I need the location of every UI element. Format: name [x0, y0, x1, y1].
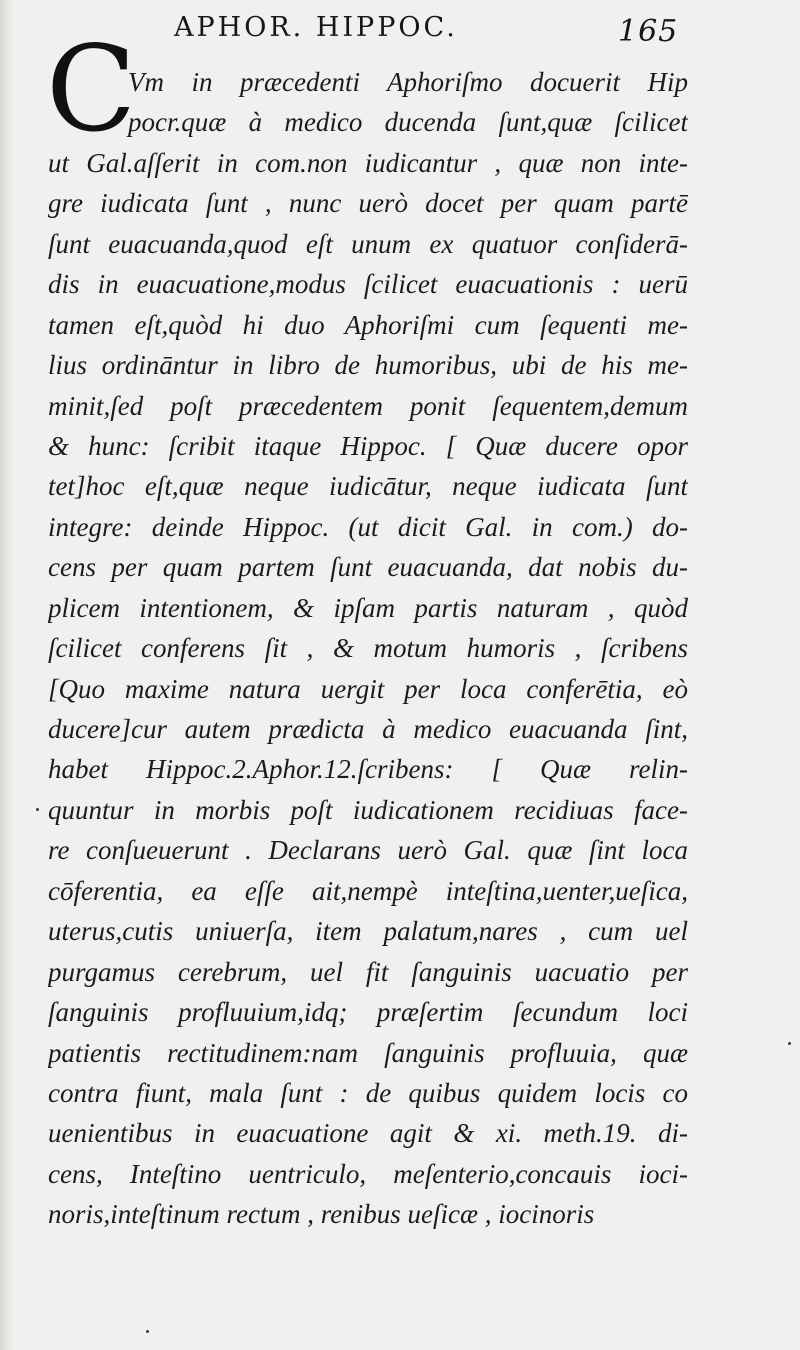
ink-speck: [146, 1330, 149, 1333]
text-line: contra fiunt, mala ſunt : de quibus quidem locis co: [48, 1077, 688, 1108]
text-line: lius ordināntur in libro de humoribus, ubi de his me-: [48, 350, 688, 381]
text-line: tamen eſt,quòd hi duo Aphoriſmi cum ſequenti me-: [48, 309, 688, 340]
ink-speck: [36, 808, 39, 811]
text-line: minit,ſed poſt præcedentem ponit ſequentem,demum: [48, 390, 688, 421]
text-line: noris,inteſtinum rectum , renibus ueſicæ , iocinoris: [48, 1199, 595, 1230]
text-line: ducere]cur autem prædicta à medico euacuanda ſint,: [48, 714, 688, 744]
text-line: re conſueuerunt . Declarans uerò Gal. quæ ſint loca: [48, 835, 688, 866]
text-line: ut Gal.aſſerit in com.non iudicantur , quæ non inte-: [48, 147, 688, 178]
text-line: ſunt euacuanda,quod eſt unum ex quatuor conſiderā-: [48, 228, 688, 259]
text-line: cens per quam partem ſunt euacuanda, dat nobis du-: [48, 552, 688, 583]
text-line: uterus,cutis uniuerſa, item palatum,nares , cum uel: [48, 916, 688, 947]
text-line: dis in euacuatione,modus ſcilicet euacuationis : uerū: [48, 269, 688, 300]
text-line: ſanguinis profluuium,idq; præſertim ſecundum loci: [48, 997, 688, 1028]
running-head-title: APHOR. HIPPOC.: [174, 12, 458, 43]
text-line: uenientibus in euacuatione agit & xi. meth.19. di-: [48, 1118, 688, 1149]
text-line: quuntur in morbis poſt iudicationem recidiuas face-: [48, 794, 688, 825]
text-line: pocr.quæ à medico ducenda ſunt,quæ ſcilicet: [128, 107, 688, 138]
ink-speck: [788, 1042, 791, 1045]
text-block: [48, 62, 688, 1235]
text-line: [Quo maxime natura uergit per loca conferētia, eò: [48, 673, 688, 704]
text-line: plicem intentionem, & ipſam partis naturam , quòd: [48, 592, 688, 623]
text-line: habet Hippoc.2.Aphor.12.ſcribens: [ Quæ relin-: [48, 754, 688, 785]
text-line: integre: deinde Hippoc. (ut dicit Gal. in com.) do-: [48, 511, 688, 542]
text-line: ſcilicet conferens ſit , & motum humoris , ſcribens: [48, 633, 688, 664]
page-edge-shadow: [0, 0, 14, 1350]
drop-cap-initial: C: [46, 20, 137, 158]
text-line: patientis rectitudinem:nam ſanguinis profluuia, quæ: [48, 1037, 688, 1068]
text-line: cens, Inteſtino uentriculo, meſenterio,concauis ioci-: [48, 1158, 688, 1189]
text-line: gre iudicata ſunt , nunc uerò docet per quam partē: [48, 188, 688, 219]
text-line: tet]hoc eſt,quæ neque iudicātur, neque iudicata ſunt: [48, 471, 688, 502]
text-line: purgamus cerebrum, uel fit ſanguinis uacuatio per: [48, 956, 688, 987]
page-number: 165: [618, 14, 679, 49]
text-line: & hunc: ſcribit itaque Hippoc. [ Quæ ducere opor: [48, 430, 688, 461]
text-line: cōferentia, ea eſſe ait,nempè inteſtina,uenter,ueſica,: [48, 875, 688, 906]
text-line: Vm in præcedenti Aphoriſmo docuerit Hip: [128, 67, 688, 97]
